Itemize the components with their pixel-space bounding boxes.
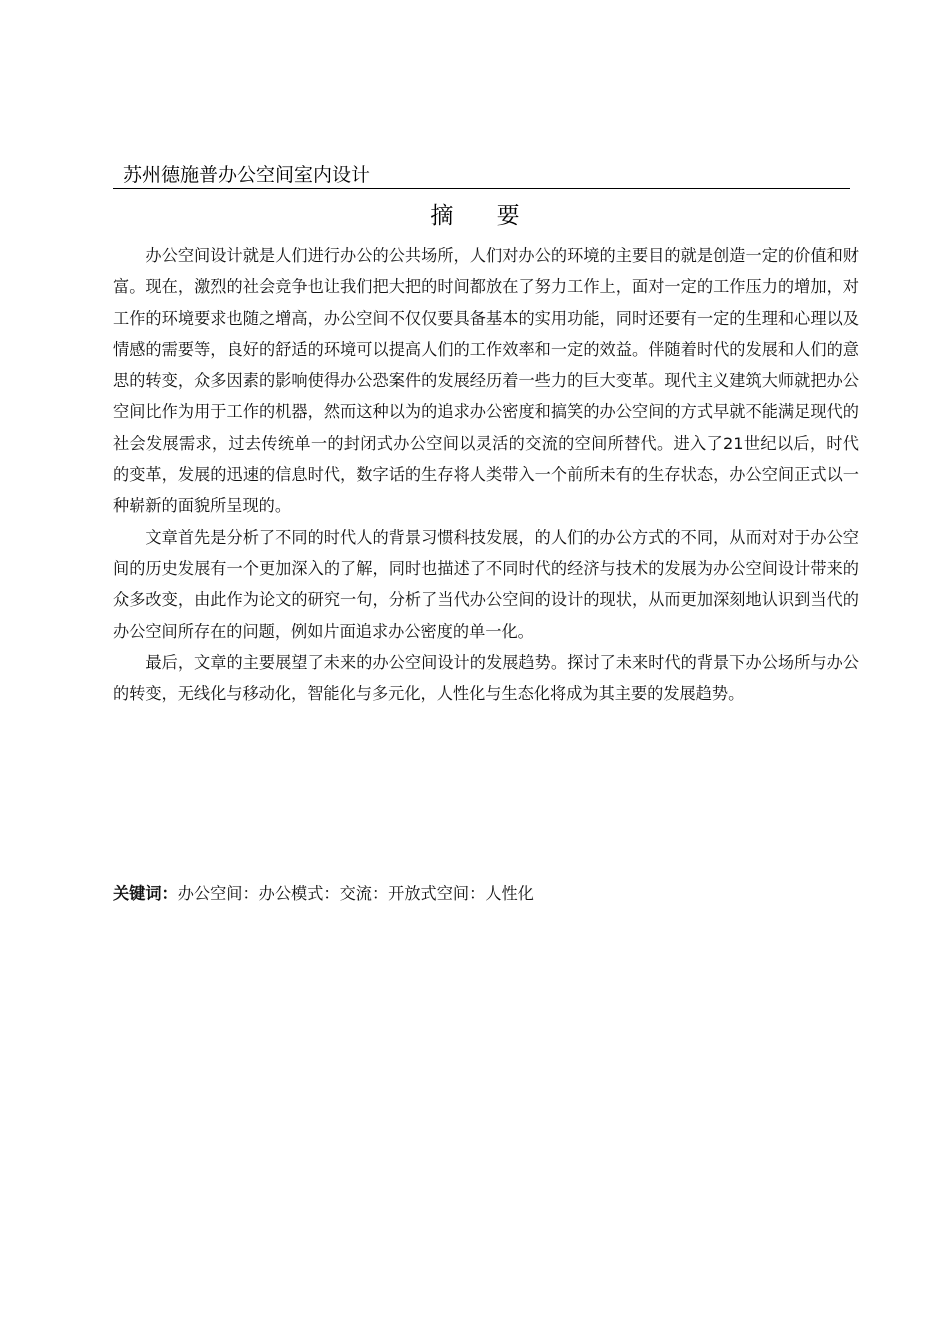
keywords-value: 办公空间：办公模式：交流：开放式空间：人性化 [177,884,534,903]
abstract-body [113,240,859,709]
abstract-paragraph-1: 办公空间设计就是人们进行办公的公共场所，人们对办公的环境的主要目的就是创造一定的价值和财富。现在，激烈的社会竞争也让我们把大把的时间都放在了努力工作上，面对一定的工作压力的增加，对工作的环境要求也随之增高，办公空间不仅仅要具备基本的实用功能，同时还要有一定的生理和心理以及情感的需要等，良好的舒适的环境可以提高人们的工作效率和一定的效益。伴随着时代的发展和人们的意思的转变，众多因素的影响使得办公恐案件的发展经历着一些力的巨大变革。现代主义建筑大师就把办公空间比作为用于工作的机器，然而这种以为的追求办公密度和搞笑的办公空间的方式早就不能满足现代的社会发展需求，过去传统单一的封闭式办公空间以灵活的交流的空间所替代。进入了21世纪以后，时代的变革，发展的迅速的信息时代，数字话的生存将人类带入一个前所未有的生存状态，办公空间正式以一种崭新的面貌所呈现的。 [113,246,859,516]
abstract-title: 摘 要 [430,203,538,229]
keywords-line [113,878,859,909]
abstract-paragraph-2: 文章首先是分析了不同的时代人的背景习惯科技发展，的人们的办公方式的不同，从而对对于办公空间的历史发展有一个更加深入的了解，同时也描述了不同时代的经济与技术的发展为办公空间设计带来的众多改变，由此作为论文的研究一句，分析了当代办公空间的设计的现状，从而更加深刻地认识到当代的办公空间所存在的问题，例如片面追求办公密度的单一化。 [113,527,859,641]
abstract-paragraph-3: 最后，文章的主要展望了未来的办公空间设计的发展趋势。探讨了未来时代的背景下办公场所与办公的转变，无线化与移动化，智能化与多元化，人性化与生态化将成为其主要的发展趋势。 [113,652,859,704]
keywords-label: 关键词： [113,884,178,903]
running-header: 苏州德施普办公空间室内设计 [113,162,850,189]
